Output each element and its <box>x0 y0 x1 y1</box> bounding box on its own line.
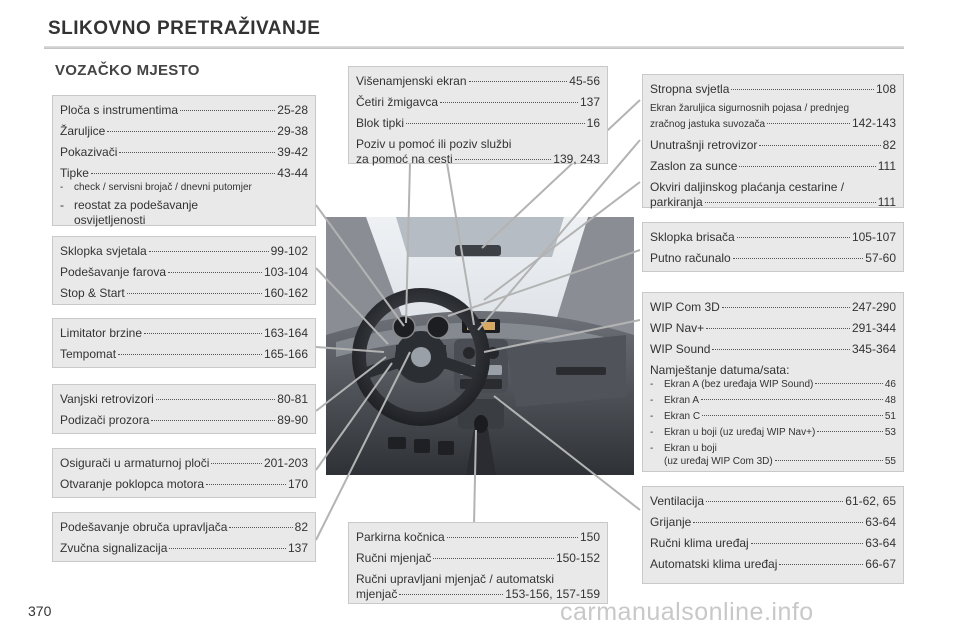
index-entry[interactable] <box>60 457 308 469</box>
entry-label: WIP Sound <box>650 342 711 356</box>
leader-dots <box>119 152 275 153</box>
entry-label: Osigurači u armaturnoj ploči <box>60 456 210 470</box>
leader-dots <box>779 564 863 565</box>
sub-entry[interactable]: - Ekran u boji <box>650 443 717 454</box>
entry-pages: 291-344 <box>851 321 896 335</box>
entry-label: Sklopka brisača <box>650 230 735 244</box>
leader-dots <box>702 415 883 416</box>
index-entry[interactable] <box>650 231 896 243</box>
entry-label: Otvaranje poklopca motora <box>60 477 205 491</box>
entry-pages: 160-162 <box>263 286 308 300</box>
leader-dots <box>767 123 850 124</box>
sub-entry[interactable]: - Ekran u boji (uz uređaj WIP Nav+) 53 <box>650 427 896 438</box>
entry-pages: 89-90 <box>277 413 308 427</box>
sub-entry[interactable]: - Ekran A 48 <box>650 395 896 406</box>
leader-dots <box>693 522 863 523</box>
index-entry[interactable] <box>60 125 308 137</box>
entry-label: Stropna svjetla <box>650 82 730 96</box>
entry-label: Ručni klima uređaj <box>650 536 749 550</box>
index-entry[interactable] <box>60 327 308 339</box>
index-entry[interactable] <box>60 245 308 257</box>
leader-dots <box>151 420 275 421</box>
entry-label: Tipke <box>60 166 89 180</box>
entry-pages: 165-166 <box>263 347 308 361</box>
sub-entry-continuation[interactable] <box>650 457 896 467</box>
sub-entry-continuation: osvijetljenosti <box>74 213 146 227</box>
section-heading: VOZAČKO MJESTO <box>55 62 200 79</box>
entry-pages: 43-44 <box>277 166 308 180</box>
index-entry[interactable] <box>356 117 600 129</box>
entry-pages: 63-64 <box>865 515 896 529</box>
steering-wheel-box <box>52 512 316 562</box>
sub-entry-label: Ekran A <box>664 395 700 406</box>
entry-pages: 80-81 <box>277 392 308 406</box>
index-entry[interactable] <box>356 552 600 564</box>
index-entry[interactable] <box>356 138 600 165</box>
entry-pages: 137 <box>287 541 308 555</box>
entry-pages: 111 <box>877 159 896 173</box>
leader-dots <box>731 89 874 90</box>
entry-label: Podešavanje obruča upravljača <box>60 520 228 534</box>
entry-pages: 63-64 <box>865 536 896 550</box>
leader-dots <box>712 349 849 350</box>
entry-pages: 111 <box>877 195 896 209</box>
page-title: SLIKOVNO PRETRAŽIVANJE <box>48 18 321 39</box>
entry-pages: 153-156, 157-159 <box>505 587 600 601</box>
leader-dots <box>156 399 275 400</box>
index-entry[interactable] <box>60 393 308 405</box>
leader-dots <box>733 258 864 259</box>
entry-pages: 29-38 <box>277 124 308 138</box>
entry-pages: 108 <box>875 82 896 96</box>
leader-dots <box>399 594 503 595</box>
entry-label: WIP Com 3D <box>650 300 720 314</box>
entry-label: Zaslon za sunce <box>650 159 738 173</box>
sub-entry-label: reostat za podešavanje <box>74 198 199 212</box>
entry-label: mjenjač <box>356 587 398 601</box>
leader-dots <box>737 237 850 238</box>
entry-pages: 170 <box>287 477 308 491</box>
entry-label: zračnog jastuka suvozača <box>650 119 766 130</box>
index-entry[interactable] <box>60 521 308 533</box>
entry-pages: 99-102 <box>270 244 308 258</box>
entry-pages: 103-104 <box>263 265 308 279</box>
entry-pages: 57-60 <box>865 251 896 265</box>
entry-label: za pomoć na cesti <box>356 152 453 166</box>
entry-label: Grijanje <box>650 515 692 529</box>
entry-label: Ručni upravljani mjenjač / automatski <box>356 572 555 586</box>
entry-label: Podizači prozora <box>60 413 150 427</box>
entry-pages: 39-42 <box>277 145 308 159</box>
entry-pages: 45-56 <box>569 74 600 88</box>
mirrors-box <box>52 384 316 434</box>
index-entry[interactable] <box>650 104 896 130</box>
entry-label: Zvučna signalizacija <box>60 541 168 555</box>
leader-dots <box>705 202 876 203</box>
entry-pages: 150 <box>579 530 600 544</box>
entry-pages: 139, 243 <box>553 152 600 166</box>
entry-label: Vanjski retrovizori <box>60 392 154 406</box>
entry-pages: 142-143 <box>851 116 896 130</box>
sub-entry-label: Ekran C <box>664 411 701 422</box>
sub-entry: - check / servisni brojač / dnevni putomjer <box>60 182 252 193</box>
index-entry[interactable] <box>60 414 308 426</box>
entry-label: Pokazivači <box>60 145 118 159</box>
index-entry[interactable] <box>60 104 308 116</box>
leader-dots <box>751 543 864 544</box>
entry-label: Tempomat <box>60 347 117 361</box>
sub-entry-label: Ekran u boji (uz uređaj WIP Nav+) <box>664 427 816 438</box>
entry-pages: 345-364 <box>851 342 896 356</box>
entry-pages: 137 <box>579 95 600 109</box>
entry-label: Automatski klima uređaj <box>650 557 778 571</box>
leader-dots <box>706 328 850 329</box>
entry-label: Ručni mjenjač <box>356 551 432 565</box>
leader-dots <box>229 527 292 528</box>
sub-entry-label: Ekran A (bez uređaja WIP Sound) <box>664 379 814 390</box>
index-entry[interactable] <box>60 146 308 158</box>
entry-label: Unutrašnji retrovizor <box>650 138 758 152</box>
entry-label: Stop & Start <box>60 286 125 300</box>
index-entry[interactable] <box>650 181 896 208</box>
index-entry[interactable] <box>650 160 896 172</box>
entry-label: Limitator brzine <box>60 326 143 340</box>
lights-box <box>52 236 316 305</box>
entry-pages: 247-290 <box>851 300 896 314</box>
index-entry[interactable] <box>60 287 308 299</box>
leader-dots <box>169 548 286 549</box>
index-entry[interactable] <box>60 348 308 360</box>
leader-dots <box>701 399 883 400</box>
leader-dots <box>107 131 275 132</box>
leader-dots <box>722 307 850 308</box>
entry-label: Ventilacija <box>650 494 705 508</box>
index-entry[interactable] <box>650 301 896 313</box>
index-entry[interactable] <box>650 495 896 507</box>
leader-dots <box>469 81 568 82</box>
entry-label: Žaruljice <box>60 124 106 138</box>
entry-pages: 55 <box>884 456 896 467</box>
leader-dots <box>447 537 578 538</box>
index-entry[interactable] <box>650 139 896 151</box>
speed-box <box>52 318 316 368</box>
climate-box <box>642 486 904 584</box>
index-entry[interactable] <box>356 531 600 543</box>
index-entry[interactable] <box>650 343 896 355</box>
leader-dots <box>706 501 843 502</box>
leader-dots <box>759 145 880 146</box>
entry-pages: 25-28 <box>277 103 308 117</box>
leader-dots <box>455 159 552 160</box>
entry-pages: 61-62, 65 <box>845 494 896 508</box>
index-entry[interactable] <box>356 96 600 108</box>
entry-label: Putno računalo <box>650 251 731 265</box>
entry-label: Namještanje datuma/sata: <box>650 363 790 377</box>
entry-label: WIP Nav+ <box>650 321 705 335</box>
index-entry[interactable] <box>650 83 896 95</box>
multifunction-box <box>348 66 608 164</box>
sub-entry: - reostat za podešavanje <box>60 198 199 212</box>
leader-dots <box>91 173 275 174</box>
entry-label: Ekran žaruljica sigurnosnih pojasa / prednjeg <box>650 103 850 114</box>
leader-dots <box>775 460 883 461</box>
wip-box <box>642 292 904 472</box>
leader-dots <box>127 293 262 294</box>
leader-dots <box>144 333 262 334</box>
entry-pages: 53 <box>884 427 896 438</box>
watermark: carmanualsonline.info <box>560 598 814 626</box>
fuses-box <box>52 448 316 498</box>
entry-pages: 150-152 <box>555 551 600 565</box>
entry-label: Blok tipki <box>356 116 405 130</box>
index-entry[interactable] <box>650 537 896 549</box>
leader-dots <box>206 484 286 485</box>
sub-entry-label: (uz uređaj WIP Com 3D) <box>664 456 773 467</box>
leader-dots <box>817 431 883 432</box>
entry-pages: 82 <box>294 520 308 534</box>
entry-pages: 201-203 <box>263 456 308 470</box>
entry-label: Sklopka svjetala <box>60 244 147 258</box>
entry-pages: 51 <box>884 411 896 422</box>
leader-dots <box>211 463 262 464</box>
index-entry[interactable] <box>650 252 896 264</box>
wiper-box <box>642 222 904 272</box>
leader-dots <box>406 123 585 124</box>
index-entry[interactable] <box>356 75 600 87</box>
entry-pages: 16 <box>586 116 600 130</box>
dashboard-illustration <box>326 217 634 475</box>
gearbox-box <box>348 522 608 604</box>
instruments-box <box>52 95 316 226</box>
index-entry[interactable] <box>60 542 308 554</box>
leader-dots <box>440 102 578 103</box>
entry-pages: 66-67 <box>865 557 896 571</box>
page-number: 370 <box>28 603 52 619</box>
index-entry[interactable] <box>650 322 896 334</box>
sub-entry[interactable]: - Ekran C 51 <box>650 411 896 422</box>
leader-dots <box>168 272 262 273</box>
sub-entry[interactable]: - Ekran A (bez uređaja WIP Sound) 46 <box>650 379 896 390</box>
index-entry[interactable] <box>356 573 600 600</box>
leader-dots <box>815 383 883 384</box>
entry-pages: 82 <box>882 138 896 152</box>
entry-pages: 163-164 <box>263 326 308 340</box>
entry-label: Višenamjenski ekran <box>356 74 467 88</box>
entry-pages: 46 <box>884 379 896 390</box>
leader-dots <box>118 354 262 355</box>
entry-label: Podešavanje farova <box>60 265 167 279</box>
index-entry[interactable] <box>650 516 896 528</box>
entry-pages: 48 <box>884 395 896 406</box>
index-entry[interactable] <box>60 167 308 179</box>
entry-pages: 105-107 <box>851 230 896 244</box>
entry-label: Poziv u pomoć ili poziv službi <box>356 137 512 151</box>
index-entry[interactable] <box>60 478 308 490</box>
leader-dots <box>149 251 269 252</box>
entry-label: Četiri žmigavca <box>356 95 439 109</box>
sub-entry-label: check / servisni brojač / dnevni putomjer <box>74 182 252 193</box>
dashboard-photo <box>326 217 634 475</box>
sub-entry-label: Ekran u boji <box>664 443 717 454</box>
leader-dots <box>180 110 275 111</box>
index-entry[interactable] <box>60 266 308 278</box>
ceiling-box <box>642 74 904 208</box>
entry-label: Parkirna kočnica <box>356 530 445 544</box>
entry-label: parkiranja <box>650 195 703 209</box>
entry-label: Okviri daljinskog plaćanja cestarine / <box>650 180 845 194</box>
leader-dots <box>433 558 554 559</box>
index-entry[interactable] <box>650 558 896 570</box>
leader-dots <box>739 166 875 167</box>
title-divider <box>44 46 904 49</box>
entry-label: Ploča s instrumentima <box>60 103 179 117</box>
